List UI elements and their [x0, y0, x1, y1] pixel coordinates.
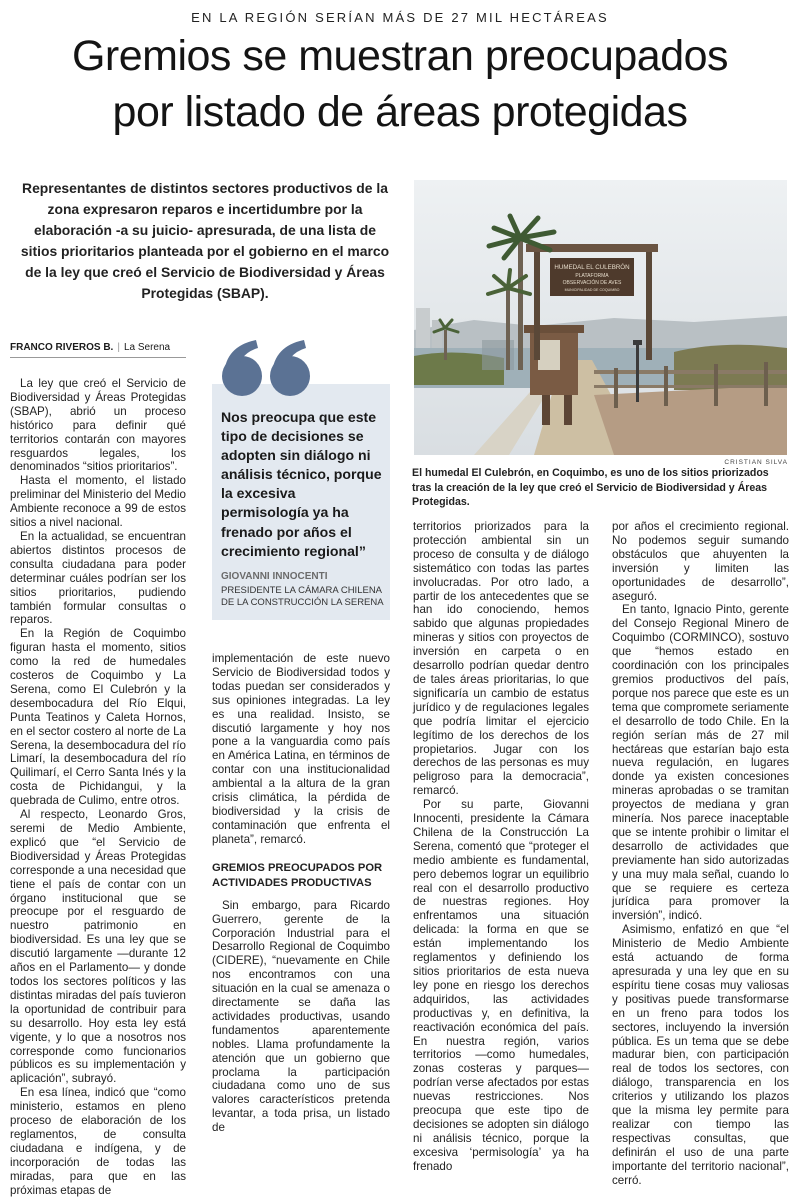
paragraph: por años el crecimiento regional. No podemos seguir sumando obstáculos que ahuyenten la inversión y limiten las oportunidades de desarrollo”, aseguró.	[612, 520, 789, 603]
headline	[20, 28, 780, 140]
byline-separator: |	[117, 342, 120, 353]
pull-quote-role: PRESIDENTE LA CÁMARA CHILENA DE LA CONSTRUCCIÓN LA SERENA	[221, 585, 384, 608]
article-column-4	[612, 520, 789, 1187]
paragraph: Sin embargo, para Ricardo Guerrero, gerente de la Corporación Industrial para el Desarrollo Regional de Coquimbo (CIDERE), “nuevamente en Chile nos encontramos con una situación en la cual se amenaza o directamente se daña las actividades productivas, usando fundamentos aparentemente nobles. Llama profundamente la atención que un gobierno que proclama la participación ciudadana como uno de sus valores característicos pretenda levantar, a toda prisa, un listado de	[212, 898, 390, 1135]
paragraph: En la Región de Coquimbo figuran hasta el momento, sitios como la red de humedales costeros de Coquimbo y La Serena, como El Culebrón y la desembocadura del Río Elqui, Punta Teatinos y Caleta Hornos, en el sector costero al norte de La Serena, la desembocadura del río Limarí, la desembocadura del río Quilimarí, el Cerro Santa Inés y la costa de Pichidangui, y la quebrada de Culimo, entre otros.	[10, 627, 186, 808]
byline-author: FRANCO RIVEROS B.	[10, 342, 114, 353]
quote-marks-icon	[216, 326, 326, 406]
sign-line-1: HUMEDAL EL CULEBRÓN	[554, 264, 630, 271]
article-column-1	[10, 377, 186, 1197]
article-column-3	[413, 520, 589, 1173]
byline	[10, 342, 186, 358]
paragraph: Asimismo, enfatizó en que “el Ministerio de Medio Ambiente está actuando de forma apresurada y una ley que en su espíritu tiene cosas muy valiosas y positivas puede transformarse en un freno para todos los sectores, incluyendo la inversión pública. Es un tema que se debe madurar bien, con participación real de todos los sectores, con diálogo, transparencia en los criterios y utilizando los plazos que la misma ley permite para realizar con tiempo las respectivas consultas, que definirán el uso de una parte importante del territorio nacional”, cerró.	[612, 923, 789, 1187]
sign-line-3: OBSERVACIÓN DE AVES	[562, 280, 622, 286]
byline-location: La Serena	[123, 342, 171, 353]
pull-quote-text: Nos preocupa que este tipo de decisiones se adopten sin diálogo ni análisis técnico, porque la excesiva permisología ya ha frenado por años el crecimiento regional”	[221, 409, 382, 559]
headline-line-1: Gremios se muestran preocupados	[71, 32, 729, 80]
sign-line-4: MUNICIPALIDAD DE COQUIMBO	[564, 288, 620, 292]
paragraph: La ley que creó el Servicio de Biodiversidad y Áreas Protegidas (SBAP), abrió un proceso histórico para definir qué territorios contarán con mayores resguardos legales, los denominados “sitios prioritarios”.	[10, 377, 186, 474]
paragraph: Por su parte, Giovanni Innocenti, presidente la Cámara Chilena de la Construcción La Serena, comentó que “proteger el medio ambiente es fundamental, pero debemos lograr un equilibrio real con el desarrollo productivo de nuestras regiones. Hoy enfrentamos una situación delicada: la forma en que se están implementando los reglamentos y definiendo los sitios prioritarios de esta nueva ley pone en riesgo los derechos adquiridos, las actividades productivas y, en definitiva, la reactivación económica del país. En nuestra región, varios territorios —como humedales, zonas costeras y parques— podrían verse afectados por estas nuevas restricciones. Nos preocupa que este tipo de decisiones se adopten sin diálogo ni análisis técnico, porque la excesiva ‘permisología’ ya ha frenado	[413, 798, 589, 1173]
section-subhead: GREMIOS PREOCUPADOS POR ACTIVIDADES PRODUCTIVAS	[212, 861, 383, 889]
pull-quote-author: GIOVANNI INNOCENTI	[221, 571, 328, 582]
headline-line-2: por listado de áreas protegidas	[112, 88, 688, 136]
kicker: EN LA REGIÓN SERÍAN MÁS DE 27 MIL HECTÁREAS	[191, 10, 609, 25]
sign-line-2: PLATAFORMA	[575, 273, 609, 279]
paragraph: Hasta el momento, el listado preliminar del Ministerio del Medio Ambiente reconoce a 99 de estos sitios a nivel nacional.	[10, 474, 186, 530]
paragraph: En esa línea, indicó que “como ministerio, estamos en pleno proceso de elaboración de los reglamentos, de consulta ciudadana e indígena, y de incorporación de todas las miradas, para que en las próximas etapas de	[10, 1086, 186, 1197]
photo-caption: El humedal El Culebrón, en Coquimbo, es uno de los sitios priorizados tras la creación de la ley que creó el Servicio de Biodiversidad y Áreas Protegidas.	[412, 467, 769, 508]
paragraph: implementación de este nuevo Servicio de Biodiversidad todos y todas puedan ser considerados y sus opiniones integradas. La ley es una realidad. Insisto, se discutió largamente y hoy nos pone a la vanguardia como país en América Latina, en términos de contar con una institucionalidad ambiental a la altura de la gran crisis climática, la pérdida de biodiversidad y la crisis de contaminación que enfrenta el planeta”, remarcó.	[212, 652, 390, 846]
lead-paragraph: Representantes de distintos sectores productivos de la zona expresaron reparos e incertidumbre por la elaboración -a su juicio- apresurada, de una lista de sitios prioritarios planteada por el gobierno en el marco de la ley que creó el Servicio de Biodiversidad y Áreas Protegidas (SBAP).	[20, 180, 390, 301]
article-column-2	[212, 652, 390, 1135]
paragraph: territorios priorizados para la protección ambiental sin un proceso de consulta y de diálogo sistemático con todas las partes involucradas. Por otro lado, a partir de los antecedentes que se han ido conociendo, hemos sabido que algunas propiedades mineras y sitios con proyectos de inversión en carpeta o en desarrollo podrían quedar dentro de tales áreas prioritarias, lo que significaría un cambio de estatus jurídico y de regulaciones legales que podría limitar el ejercicio legítimo de los derechos de los propietarios. Jugar con los derechos de las personas es muy peligroso para la democracia”, remarcó.	[413, 520, 589, 798]
photo-illustration	[414, 180, 787, 455]
paragraph: En tanto, Ignacio Pinto, gerente del Consejo Regional Minero de Coquimbo (CORMINCO), sostuvo que “hemos estado en coordinación con los principales gremios productivos del país, porque nos parece que este es un tema que compromete seriamente el desarrollo de todo Chile. En la región serían más de 27 mil hectáreas que estarían bajo esta nueva regulación, en lugares donde ya existen concesiones mineras aprobadas o se tramitan proyectos de mediana y gran minería. Nos parece inaceptable que se intente prohibir o limitar el desarrollo de actividades que previamente han sido autorizadas y una muy mala señal, cuando lo que se requiere es certeza jurídica para promover la inversión”, indicó.	[612, 603, 789, 923]
paragraph: En la actualidad, se encuentran abiertos distintos procesos de consulta ciudadana para poder determinar cuáles podrían ser los sitios prioritarios, pudiendo también formular consultas o reparos.	[10, 529, 186, 627]
photo-credit: CRISTIAN SILVA	[724, 459, 788, 466]
photo-humedal-el-culebron	[414, 180, 787, 455]
paragraph: Al respecto, Leonardo Gros, seremi de Medio Ambiente, explicó que “el Servicio de Biodiversidad y Áreas Protegidas corresponde a una necesidad que tiene el país de contar con un órgano institucional que se preocupe por el resguardo de nuestro patrimonio en biodiversidad. Es una ley que se discutió largamente —durante 12 años en el Parlamento— y donde todos los sectores políticos y las distintas miradas del país tuvieron la oportunidad de contribuir para su desarrollo. Hoy esta ley está vigente, y lo que a nosotros nos corresponde como funcionarios públicos es su implementación y aplicación”, subrayó.	[10, 808, 186, 1086]
